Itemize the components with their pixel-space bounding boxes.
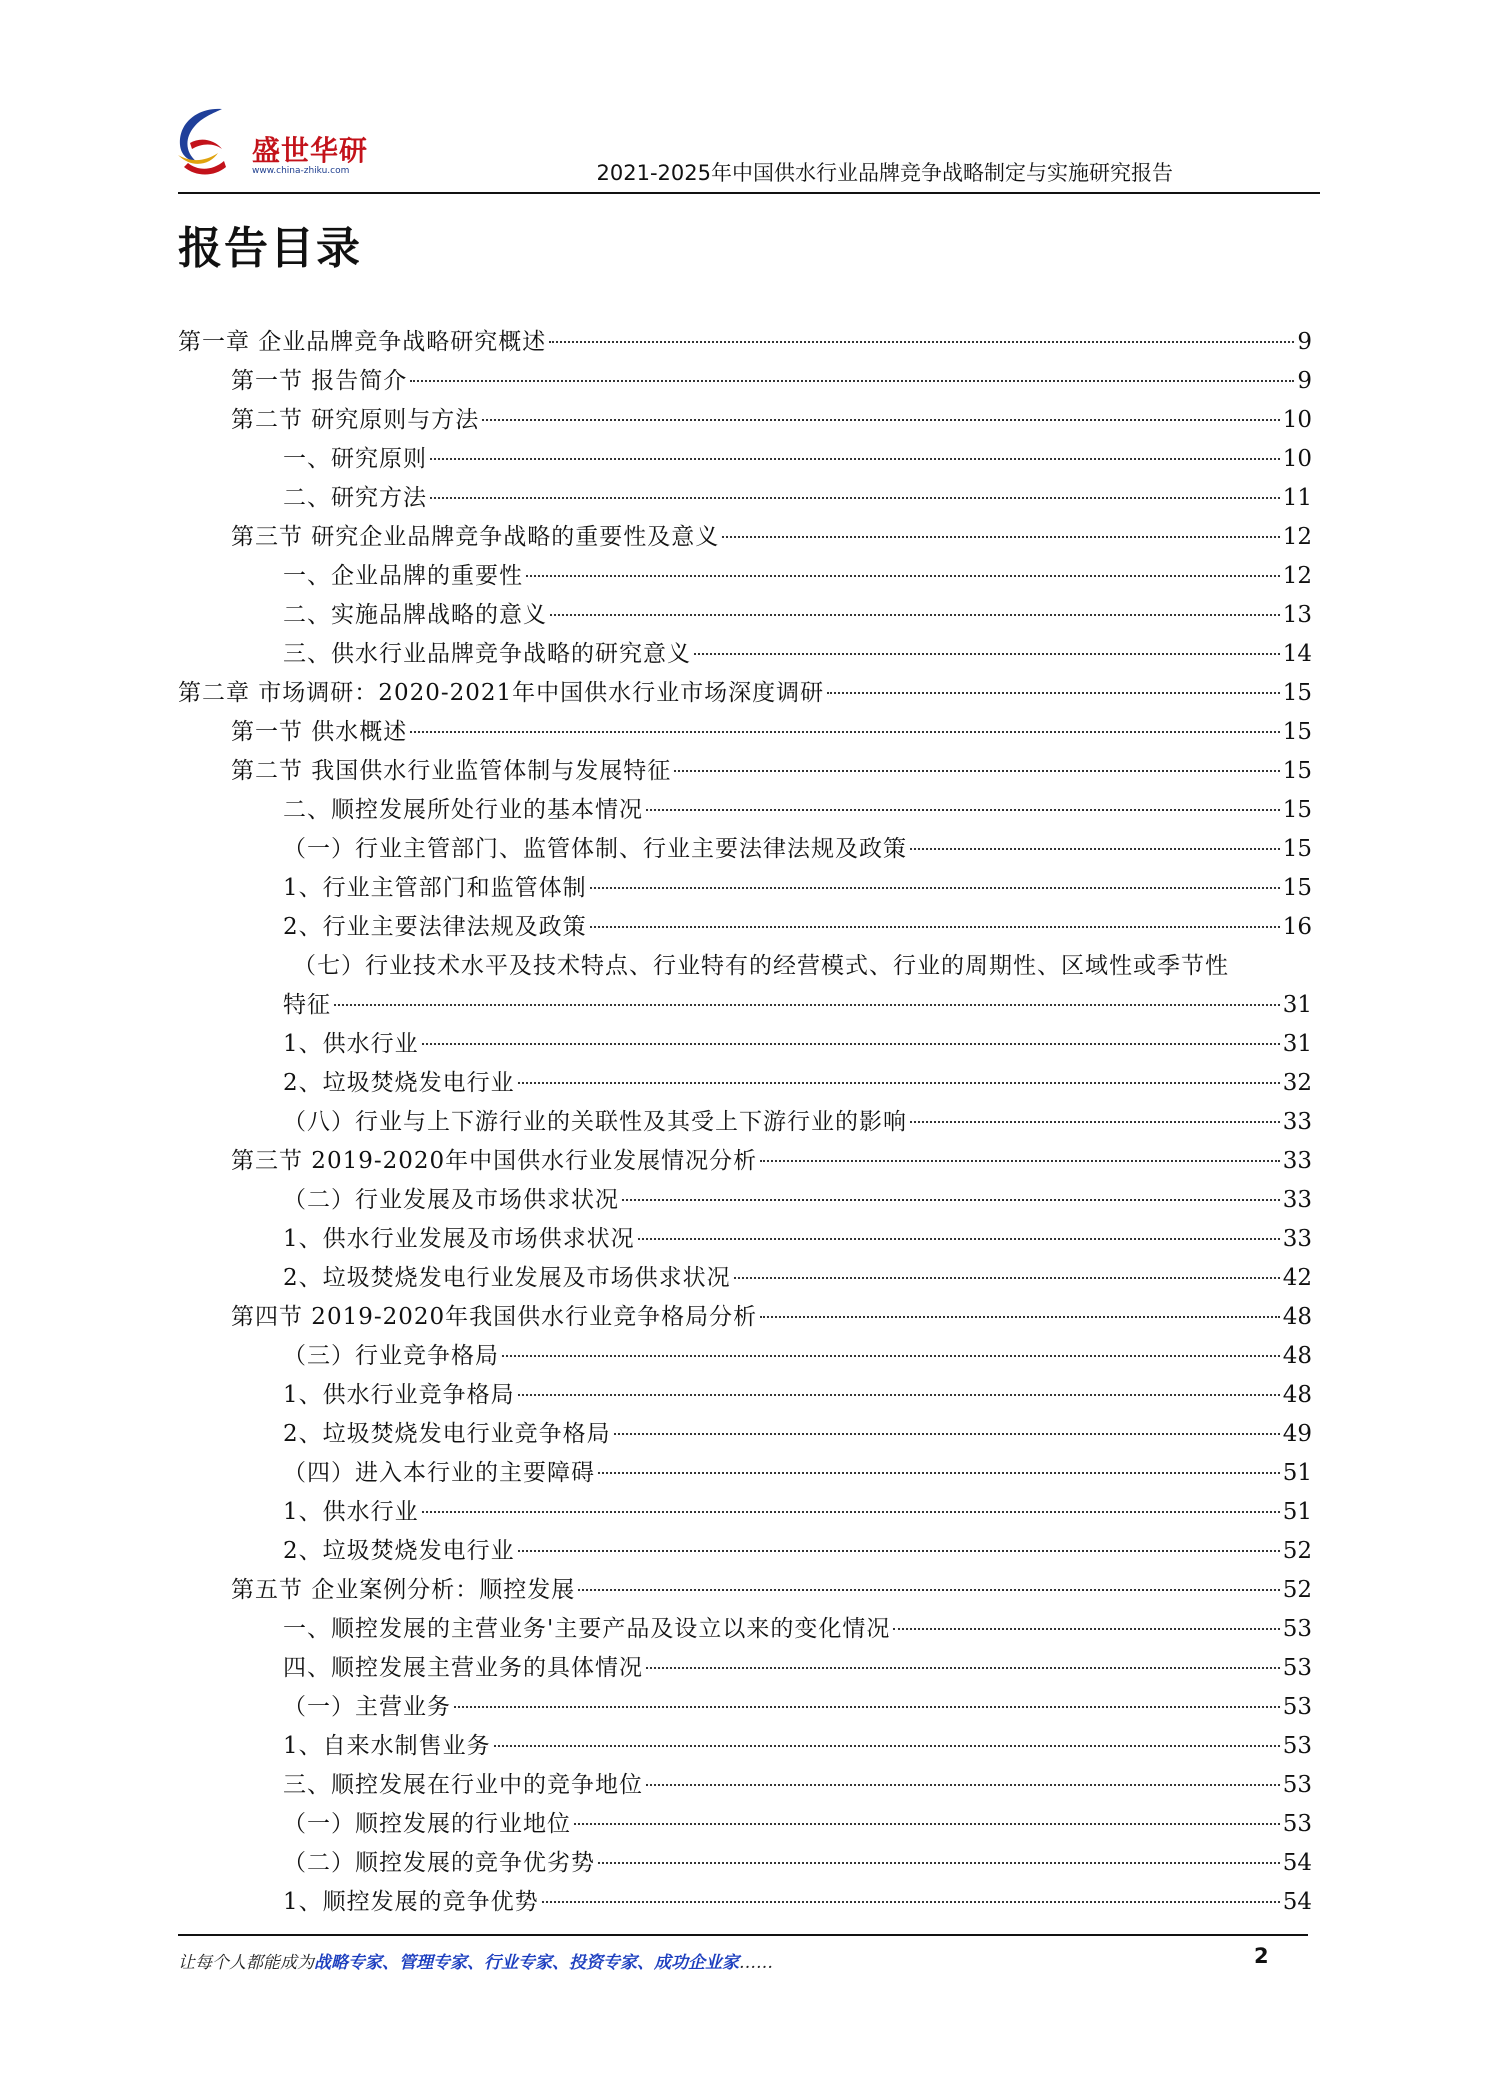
toc-entry-label: 第三节 研究企业品牌竞争战略的重要性及意义	[231, 524, 720, 550]
toc-entry-label: 特征	[283, 992, 331, 1018]
toc-dot-leader	[760, 1160, 1280, 1162]
slogan-prefix: 让每个人都能成为	[178, 1953, 314, 1973]
toc-entry[interactable]	[178, 674, 1312, 713]
toc-entry-label: （一）主营业务	[283, 1694, 451, 1720]
toc-entry[interactable]	[178, 908, 1312, 947]
footer-slogan	[178, 1948, 773, 1973]
toc-entry-label: 二、实施品牌战略的意义	[283, 602, 547, 628]
toc-dot-leader	[893, 1628, 1279, 1630]
toc-dot-leader	[694, 653, 1280, 655]
page-number: 2	[1254, 1944, 1269, 1968]
toc-entry-label: 1、供水行业	[283, 1499, 419, 1525]
toc-entry-page: 53	[1282, 1616, 1312, 1642]
toc-entry-label: 四、顺控发展主营业务的具体情况	[283, 1655, 643, 1681]
toc-dot-leader	[646, 809, 1280, 811]
toc-dot-leader	[549, 341, 1294, 343]
toc-entry-label: 2、行业主要法律法规及政策	[283, 914, 587, 940]
toc-dot-leader	[334, 1004, 1280, 1006]
toc-entry-label: 第二节 研究原则与方法	[231, 407, 480, 433]
toc-entry-label: （三）行业竞争格局	[283, 1343, 499, 1369]
toc-entry[interactable]	[178, 830, 1312, 869]
toc-entry-label: （四）进入本行业的主要障碍	[283, 1460, 595, 1486]
toc-entry-page: 15	[1282, 836, 1312, 862]
toc-dot-leader	[518, 1550, 1280, 1552]
toc-entry[interactable]	[178, 791, 1312, 830]
toc-entry-label: 第一节 供水概述	[231, 719, 408, 745]
toc-dot-leader	[430, 458, 1280, 460]
toc-entry-page: 33	[1282, 1187, 1312, 1213]
logo-name: 盛世华研	[252, 134, 369, 167]
toc-dot-leader	[760, 1316, 1280, 1318]
toc-entry-label: 2、垃圾焚烧发电行业	[283, 1070, 515, 1096]
toc-dot-leader	[598, 1472, 1280, 1474]
toc-entry-label: 第二节 我国供水行业监管体制与发展特征	[231, 758, 672, 784]
toc-entry[interactable]	[178, 1883, 1312, 1922]
toc-dot-leader	[518, 1394, 1280, 1396]
toc-entry-label: 1、供水行业	[283, 1031, 419, 1057]
toc-entry-label: 三、顺控发展在行业中的竞争地位	[283, 1772, 643, 1798]
toc-dot-leader	[454, 1706, 1280, 1708]
toc-entry[interactable]	[178, 1142, 1312, 1181]
toc-entry-label: 第五节 企业案例分析：顺控发展	[231, 1577, 576, 1603]
toc-dot-leader	[430, 497, 1280, 499]
toc-dot-leader	[590, 887, 1280, 889]
toc-entry-page: 12	[1282, 524, 1312, 550]
toc-entry[interactable]	[178, 1181, 1312, 1220]
toc-entry-page: 42	[1282, 1265, 1312, 1291]
footer-divider	[178, 1934, 1308, 1936]
toc-dot-leader	[422, 1043, 1280, 1045]
logo-emblem-icon	[170, 103, 250, 183]
toc-entry[interactable]	[178, 1610, 1312, 1649]
slogan-suffix: ……	[739, 1953, 773, 1973]
toc-entry[interactable]	[178, 1337, 1312, 1376]
toc-dot-leader	[542, 1901, 1280, 1903]
toc-entry[interactable]	[178, 1532, 1312, 1571]
toc-entry-page: 12	[1282, 563, 1312, 589]
toc-entry-page: 15	[1282, 758, 1312, 784]
toc-entry-label: 1、供水行业竞争格局	[283, 1382, 515, 1408]
toc-entry[interactable]	[178, 1454, 1312, 1493]
toc-entry[interactable]	[178, 1571, 1312, 1610]
toc-dot-leader	[622, 1199, 1280, 1201]
toc-entry-page: 15	[1282, 680, 1312, 706]
table-of-contents	[178, 323, 1312, 1922]
toc-entry-page: 33	[1282, 1226, 1312, 1252]
toc-entry[interactable]	[178, 557, 1312, 596]
toc-entry[interactable]	[178, 1727, 1312, 1766]
toc-entry-label: 2、垃圾焚烧发电行业竞争格局	[283, 1421, 611, 1447]
toc-entry[interactable]	[178, 713, 1312, 752]
toc-dot-leader	[550, 614, 1280, 616]
toc-entry-page: 31	[1282, 992, 1312, 1018]
toc-entry-page: 13	[1282, 602, 1312, 628]
toc-entry[interactable]	[178, 869, 1312, 908]
toc-entry-page: 53	[1282, 1655, 1312, 1681]
toc-entry-label: 第四节 2019-2020年我国供水行业竞争格局分析	[231, 1304, 758, 1330]
toc-dot-leader	[410, 731, 1279, 733]
toc-dot-leader	[410, 380, 1294, 382]
toc-entry-label: 一、企业品牌的重要性	[283, 563, 523, 589]
header-divider	[178, 192, 1320, 194]
toc-entry-label: （一）顺控发展的行业地位	[283, 1811, 571, 1837]
logo-url: www.china-zhiku.com	[252, 166, 350, 176]
toc-entry-continued-label: （七）行业技术水平及技术特点、行业特有的经营模式、行业的周期性、区域性或季节性	[293, 953, 1229, 979]
toc-entry-label: 一、顺控发展的主营业务'主要产品及设立以来的变化情况	[283, 1616, 891, 1642]
report-title: 2021-2025年中国供水行业品牌竞争战略制定与实施研究报告	[596, 161, 1173, 185]
toc-entry[interactable]	[178, 401, 1312, 440]
toc-entry-page: 9	[1297, 368, 1312, 394]
toc-dot-leader	[734, 1277, 1280, 1279]
toc-dot-leader	[674, 770, 1279, 772]
toc-entry[interactable]	[178, 1493, 1312, 1532]
toc-entry-label: 第一章 企业品牌竞争战略研究概述	[178, 329, 547, 355]
toc-entry-page: 53	[1282, 1694, 1312, 1720]
toc-entry[interactable]	[178, 1376, 1312, 1415]
toc-entry-label: 二、研究方法	[283, 485, 427, 511]
toc-entry-label: （二）顺控发展的竞争优劣势	[283, 1850, 595, 1876]
toc-entry-label: 2、垃圾焚烧发电行业发展及市场供求状况	[283, 1265, 731, 1291]
page-title: 报告目录	[178, 223, 362, 274]
toc-entry-page: 14	[1282, 641, 1312, 667]
toc-entry-page: 51	[1282, 1499, 1312, 1525]
toc-entry[interactable]	[178, 1064, 1312, 1103]
toc-entry-page: 15	[1282, 875, 1312, 901]
toc-entry-label: 二、顺控发展所处行业的基本情况	[283, 797, 643, 823]
toc-dot-leader	[518, 1082, 1280, 1084]
toc-entry-label: 1、顺控发展的竞争优势	[283, 1889, 539, 1915]
toc-dot-leader	[638, 1238, 1280, 1240]
toc-entry-page: 53	[1282, 1811, 1312, 1837]
toc-entry[interactable]	[178, 752, 1312, 791]
toc-entry-label: 第三节 2019-2020年中国供水行业发展情况分析	[231, 1148, 758, 1174]
toc-entry-label: （八）行业与上下游行业的关联性及其受上下游行业的影响	[283, 1109, 907, 1135]
toc-entry-page: 51	[1282, 1460, 1312, 1486]
toc-entry[interactable]	[178, 323, 1312, 362]
toc-entry-label: 第二章 市场调研：2020-2021年中国供水行业市场深度调研	[178, 680, 825, 706]
toc-entry-page: 48	[1282, 1382, 1312, 1408]
toc-entry-page: 54	[1282, 1850, 1312, 1876]
toc-entry[interactable]	[178, 1025, 1312, 1064]
toc-entry[interactable]	[178, 1415, 1312, 1454]
toc-entry[interactable]	[178, 1220, 1312, 1259]
toc-entry-page: 49	[1282, 1421, 1312, 1447]
company-logo	[170, 103, 385, 183]
toc-entry-page: 52	[1282, 1538, 1312, 1564]
toc-dot-leader	[598, 1862, 1280, 1864]
toc-dot-leader	[578, 1589, 1279, 1591]
toc-entry-page: 54	[1282, 1889, 1312, 1915]
toc-dot-leader	[827, 692, 1280, 694]
toc-entry-page: 52	[1282, 1577, 1312, 1603]
toc-entry-page: 10	[1282, 446, 1312, 472]
toc-entry[interactable]	[178, 1688, 1312, 1727]
toc-entry-page: 15	[1282, 797, 1312, 823]
toc-dot-leader	[482, 419, 1279, 421]
toc-dot-leader	[494, 1745, 1280, 1747]
toc-dot-leader	[646, 1784, 1280, 1786]
toc-dot-leader	[910, 1121, 1280, 1123]
toc-entry-page: 16	[1282, 914, 1312, 940]
toc-entry-page: 31	[1282, 1031, 1312, 1057]
toc-entry-page: 48	[1282, 1343, 1312, 1369]
toc-dot-leader	[422, 1511, 1280, 1513]
toc-entry[interactable]	[178, 635, 1312, 674]
toc-entry-page: 33	[1282, 1109, 1312, 1135]
toc-dot-leader	[502, 1355, 1280, 1357]
toc-dot-leader	[646, 1667, 1280, 1669]
toc-entry-page: 48	[1282, 1304, 1312, 1330]
toc-dot-leader	[910, 848, 1280, 850]
toc-entry[interactable]	[178, 1259, 1312, 1298]
toc-entry[interactable]	[178, 440, 1312, 479]
toc-dot-leader	[614, 1433, 1280, 1435]
toc-entry-page: 53	[1282, 1733, 1312, 1759]
toc-entry-page: 33	[1282, 1148, 1312, 1174]
toc-entry[interactable]	[178, 986, 1312, 1025]
toc-entry[interactable]	[178, 1844, 1312, 1883]
toc-entry-page: 32	[1282, 1070, 1312, 1096]
toc-entry[interactable]	[178, 362, 1312, 401]
toc-entry-label: 1、供水行业发展及市场供求状况	[283, 1226, 635, 1252]
toc-entry-label: 三、供水行业品牌竞争战略的研究意义	[283, 641, 691, 667]
toc-entry-label: （一）行业主管部门、监管体制、行业主要法律法规及政策	[283, 836, 907, 862]
toc-entry[interactable]	[178, 1805, 1312, 1844]
toc-entry[interactable]	[178, 479, 1312, 518]
toc-entry[interactable]	[178, 518, 1312, 557]
toc-entry[interactable]	[178, 1298, 1312, 1337]
toc-entry-label: （二）行业发展及市场供求状况	[283, 1187, 619, 1213]
toc-entry-label: 2、垃圾焚烧发电行业	[283, 1538, 515, 1564]
toc-entry-page: 53	[1282, 1772, 1312, 1798]
toc-entry-label: 第一节 报告简介	[231, 368, 408, 394]
toc-dot-leader	[722, 536, 1279, 538]
toc-entry[interactable]	[178, 1766, 1312, 1805]
toc-entry[interactable]	[178, 1649, 1312, 1688]
toc-entry-page: 11	[1282, 485, 1312, 511]
toc-entry-label: 1、自来水制售业务	[283, 1733, 491, 1759]
slogan-highlight: 战略专家、管理专家、行业专家、投资专家、成功企业家	[314, 1953, 739, 1973]
toc-entry[interactable]	[178, 596, 1312, 635]
toc-entry-label: 1、行业主管部门和监管体制	[283, 875, 587, 901]
toc-dot-leader	[526, 575, 1280, 577]
toc-entry-page: 15	[1282, 719, 1312, 745]
toc-entry-label: 一、研究原则	[283, 446, 427, 472]
toc-entry-page: 10	[1282, 407, 1312, 433]
toc-entry-page: 9	[1297, 329, 1312, 355]
toc-entry[interactable]	[178, 1103, 1312, 1142]
toc-dot-leader	[574, 1823, 1280, 1825]
toc-dot-leader	[590, 926, 1280, 928]
